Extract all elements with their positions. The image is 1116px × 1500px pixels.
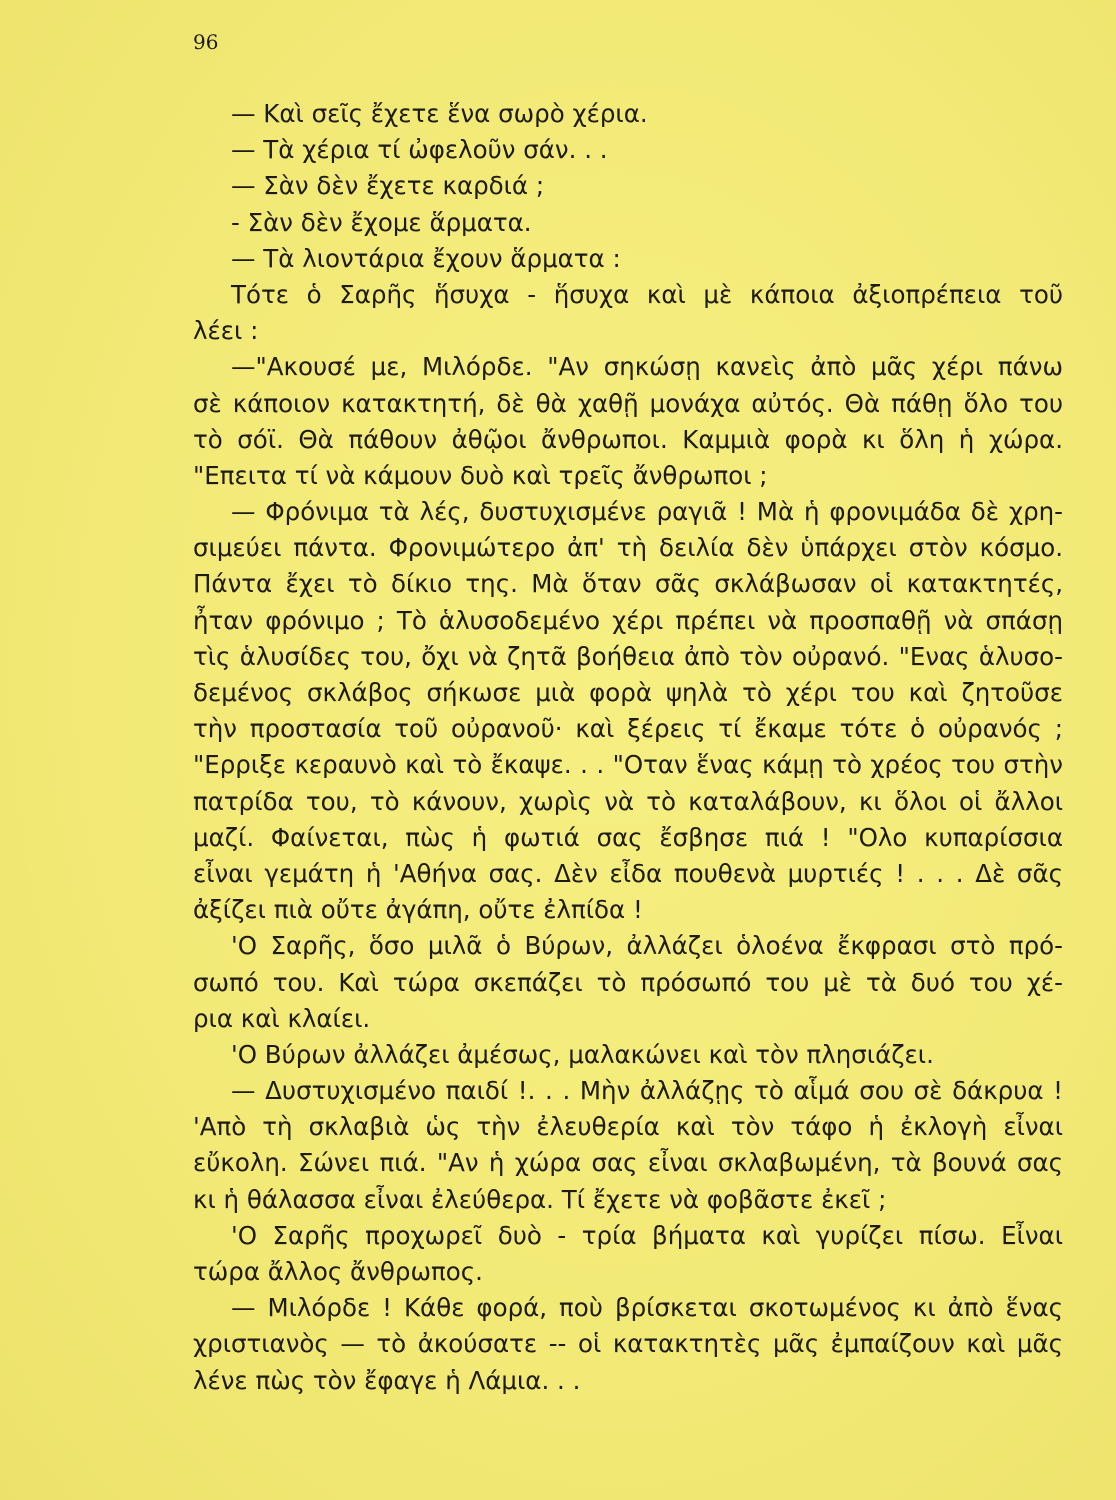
- text-line: Τότε ὁ Σαρῆς ἥσυχα - ἥσυχα καὶ μὲ κάποια ἀξιοπρέπεια τοῦ: [231, 279, 1063, 309]
- text-line: 'Ο Σαρῆς, ὅσο μιλᾶ ὁ Βύρων, ἀλλάζει ὁλοένα ἔκφρασι στὸ πρό-: [231, 931, 1063, 961]
- text-line: 'Απὸ τὴ σκλαβιὰ ὡς τὴν ἐλευθερία καὶ τὸν τάφο ἡ ἐκλογὴ εἶναι: [193, 1112, 1063, 1142]
- text-line: — Σὰν δὲν ἔχετε καρδιά ;: [231, 171, 545, 201]
- text-line: σὲ κάποιον κατακτητή, δὲ θὰ χαθῇ μονάχα αὐτός. Θὰ πάθῃ ὅλο του: [193, 388, 1063, 418]
- text-line: μαζί. Φαίνεται, πὼς ἡ φωτιά σας ἔσβησε πιά ! "Ολο κυπαρίσσια: [193, 822, 1063, 852]
- text-line: κι ἡ θάλασσα εἶναι ἐλεύθερα. Τί ἔχετε νὰ φοβᾶστε ἐκεῖ ;: [193, 1184, 887, 1214]
- text-line: πατρίδα του, τὸ κάνουν, χωρὶς νὰ τὸ καταλάβουν, κι ὅλοι οἱ ἄλλοι: [193, 786, 1063, 816]
- text-line: — Φρόνιμα τὰ λές, δυστυχισμένε ραγιᾶ ! Μὰ ἡ φρονιμάδα δὲ χρη-: [231, 497, 1063, 527]
- text-line: τὸ σόϊ. Θὰ πάθουν ἀθῷοι ἄνθρωποι. Καμμιὰ φορὰ κι ὅλη ἡ χώρα.: [193, 424, 1063, 454]
- text-line: 'Ο Σαρῆς προχωρεῖ δυὸ - τρία βήματα καὶ γυρίζει πίσω. Εἶναι: [231, 1220, 1063, 1250]
- text-line: σωπό του. Καὶ τώρα σκεπάζει τὸ πρόσωπό του μὲ τὰ δυό του χέ-: [193, 967, 1063, 997]
- text-line: — Τὰ λιοντάρια ἔχουν ἅρματα :: [231, 243, 621, 273]
- text-line: δεμένος σκλάβος σήκωσε μιὰ φορὰ ψηλὰ τὸ χέρι του καὶ ζητοῦσε: [193, 678, 1063, 707]
- text-line: "Επειτα τί νὰ κάμουν δυὸ καὶ τρεῖς ἄνθρωποι ;: [193, 460, 768, 490]
- text-line: — Τὰ χέρια τί ὠφελοῦν σάν. . .: [231, 135, 608, 165]
- text-line: λένε πὼς τὸν ἔφαγε ἡ Λάμια. . .: [193, 1365, 581, 1395]
- text-line: — Καὶ σεῖς ἔχετε ἕνα σωρὸ χέρια.: [231, 99, 648, 128]
- text-line: ἦταν φρόνιμο ; Τὸ ἁλυσοδεμένο χέρι πρέπει νὰ προσπαθῇ νὰ σπάσῃ: [193, 605, 1063, 635]
- text-line: ἀξίζει πιὰ οὔτε ἀγάπη, οὔτε ἐλπίδα !: [193, 895, 643, 925]
- text-line: - Σὰν δὲν ἔχομε ἅρματα.: [231, 207, 532, 237]
- text-line: 'Ο Βύρων ἀλλάζει ἀμέσως, μαλακώνει καὶ τὸν πλησιάζει.: [231, 1039, 934, 1069]
- body-text: [193, 96, 1063, 1399]
- text-line: λέει :: [193, 316, 259, 346]
- text-line: — Μιλόρδε ! Κάθε φορά, ποὺ βρίσκεται σκοτωμένος κι ἀπὸ ἕνας: [231, 1293, 1063, 1323]
- text-line: σιμεύει πάντα. Φρονιμώτερο ἀπ' τὴ δειλία δὲν ὑπάρχει στὸν κόσμο.: [193, 533, 1063, 563]
- text-line: εἶναι γεμάτη ἡ 'Αθήνα σας. Δὲν εἶδα πουθενὰ μυρτιές ! . . . Δὲ σᾶς: [193, 858, 1063, 888]
- text-line: τὶς ἁλυσίδες του, ὄχι νὰ ζητᾶ βοήθεια ἀπὸ τὸν οὐρανό. "Ενας ἁλυσο-: [193, 641, 1063, 671]
- text-line: "Ερριξε κεραυνὸ καὶ τὸ ἔκαψε. . . "Οταν ἕνας κάμῃ τὸ χρέος του στὴν: [193, 750, 1063, 780]
- text-line: — Δυστυχισμένο παιδί !. . . Μὴν ἀλλάζῃς τὸ αἷμά σου σὲ δάκρυα !: [231, 1076, 1063, 1106]
- text-line: ρια καὶ κλαίει.: [193, 1003, 371, 1033]
- page-number: 96: [193, 30, 219, 54]
- text-line: εὔκολη. Σώνει πιά. "Αν ἡ χώρα σας εἶναι σκλαβωμένη, τὰ βουνά σας: [193, 1148, 1063, 1178]
- text-line: τὴν προστασία τοῦ οὐρανοῦ· καὶ ξέρεις τί ἔκαμε τότε ὁ οὐρανός ;: [193, 714, 1063, 744]
- text-line: Πάντα ἔχει τὸ δίκιο της. Μὰ ὅταν σᾶς σκλάβωσαν οἱ κατακτητές,: [193, 569, 1063, 599]
- text-line: —"Ακουσέ με, Μιλόρδε. "Αν σηκώσῃ κανεὶς ἀπὸ μᾶς χέρι πάνω: [231, 352, 1063, 382]
- text-line: τώρα ἄλλος ἄνθρωπος.: [193, 1257, 483, 1286]
- text-line: χριστιανὸς — τὸ ἀκούσατε -- οἱ κατακτητὲς μᾶς ἐμπαίζουν καὶ μᾶς: [193, 1329, 1063, 1359]
